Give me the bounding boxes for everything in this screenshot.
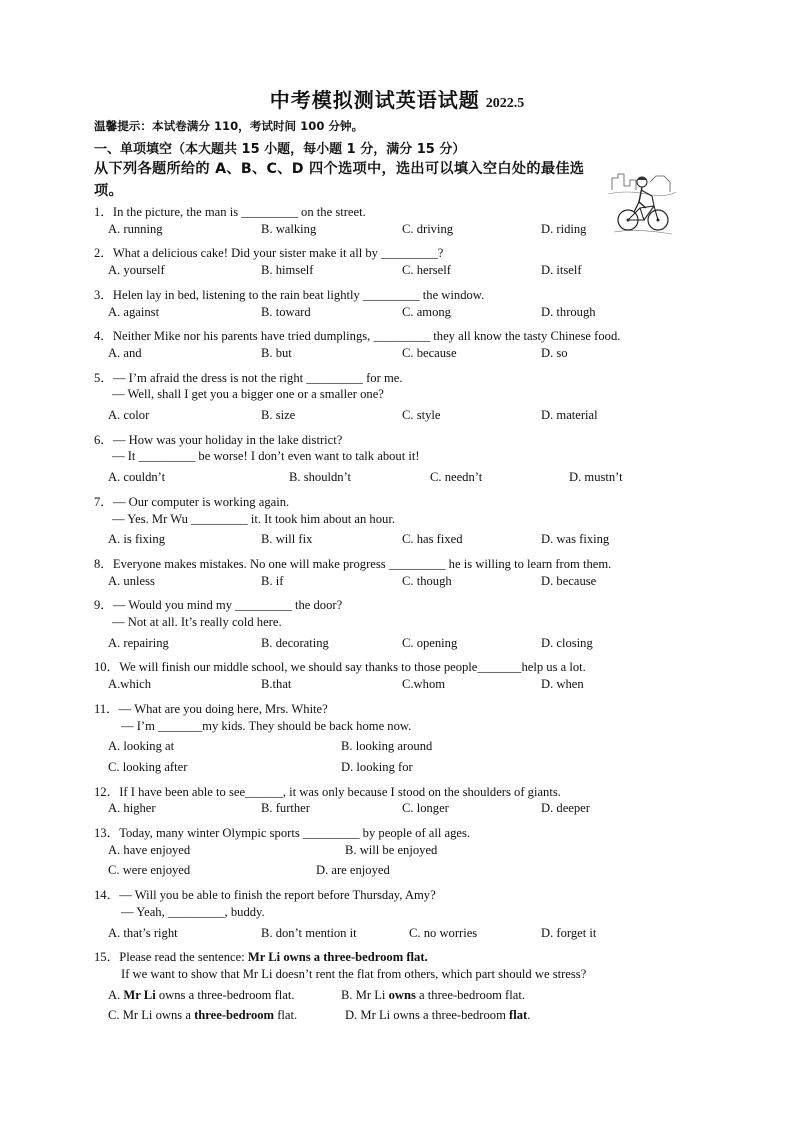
option-bold: Mr Li	[123, 987, 156, 1002]
option-letter: B.	[341, 987, 356, 1002]
option-post: owns a three-bedroom flat.	[155, 987, 295, 1002]
question-14-option-a: A. that’s right	[108, 925, 178, 940]
question-7-option-b: B. will fix	[261, 532, 313, 547]
question-6-option-a: A. couldn’t	[108, 470, 166, 485]
question-12-option-d: D. deeper	[541, 801, 590, 816]
question-2-option-d: D. itself	[541, 263, 582, 278]
option-post: a three-bedroom flat.	[415, 987, 525, 1002]
title-date: 2022.5	[485, 96, 525, 111]
question-11-option-d: D. looking for	[341, 759, 413, 774]
question-15-option-b	[341, 988, 525, 1003]
question-11-stem-line-2: — I’m _______my kids. They should be back home now.	[121, 718, 412, 733]
question-4-option-d: D. so	[541, 345, 568, 360]
question-15-option-d	[345, 1008, 530, 1023]
question-4-option-c: C. because	[402, 345, 457, 360]
question-12-option-a: A. higher	[108, 801, 156, 816]
question-9-stem: 9．— Would you mind my _________ the door?	[94, 598, 343, 613]
question-9-option-a: A. repairing	[108, 635, 169, 650]
option-letter: A.	[108, 987, 124, 1002]
question-10-option-d: D. when	[541, 677, 584, 692]
question-9-option-d: D. closing	[541, 635, 593, 650]
question-2-option-b: B. himself	[261, 263, 314, 278]
question-6-option-c: C. needn’t	[430, 470, 483, 485]
question-5-stem: 5．— I’m afraid the dress is not the right _________ for me.	[94, 370, 403, 385]
question-11-stem: 11．— What are you doing here, Mrs. White?	[94, 701, 328, 716]
question-10-option-b: B.that	[261, 677, 292, 692]
question-8-stem: 8．Everyone makes mistakes. No one will make progress _________ he is willing to learn from them.	[94, 556, 612, 571]
question-5-stem-line-2: — Well, shall I get you a bigger one or a smaller one?	[112, 387, 384, 402]
question-3-option-b: B. toward	[261, 304, 311, 319]
question-2-option-a: A. yourself	[108, 263, 165, 278]
question-10-option-a: A.which	[108, 677, 152, 692]
question-11-option-c: C. looking after	[108, 759, 188, 774]
question-7-option-a: A. is fixing	[108, 532, 166, 547]
question-15-option-a	[108, 988, 295, 1003]
question-1-option-b: B. walking	[261, 221, 317, 236]
question-8-option-a: A. unless	[108, 573, 155, 588]
question-4-option-a: A. and	[108, 345, 142, 360]
question-7-option-c: C. has fixed	[402, 532, 463, 547]
instruction-line-1: 从下列各题所给的 A、B、C、D 四个选项中，选出可以填入空白处的最佳选	[94, 161, 585, 177]
option-pre: Mr Li owns a three-bedroom	[360, 1008, 510, 1023]
question-14-option-b: B. don’t mention it	[261, 925, 357, 940]
question-5-option-a: A. color	[108, 408, 150, 422]
question-7-stem: 7．— Our computer is working again.	[94, 494, 290, 509]
cyclist-illustration	[606, 168, 678, 240]
question-7-stem-line-2: — Yes. Mr Wu _________ it. It took him about an hour.	[112, 511, 395, 526]
question-1-stem: 1．In the picture, the man is _________ on the street.	[94, 205, 366, 219]
question-6-option-b: B. shouldn’t	[289, 470, 352, 485]
question-7-option-d: D. was fixing	[541, 532, 610, 547]
question-9-option-b: B. decorating	[261, 635, 329, 650]
question-1-option-c: C. driving	[402, 221, 454, 236]
option-bold: flat	[509, 1008, 528, 1023]
question-13-option-b: B. will be enjoyed	[345, 842, 438, 857]
question-1-option-d: D. riding	[541, 221, 587, 236]
question-3-stem: 3．Helen lay in bed, listening to the rain beat lightly _________ the window.	[94, 287, 485, 302]
title-text: 中考模拟测试英语试题	[269, 88, 480, 112]
instruction-line-2: 项。	[94, 183, 123, 199]
question-8-option-b: B. if	[261, 573, 284, 588]
question-6-stem: 6．— How was your holiday in the lake district?	[94, 432, 343, 447]
option-pre: Mr Li	[355, 987, 389, 1002]
question-1-option-a: A. running	[108, 221, 163, 236]
question-5-option-b: B. size	[261, 408, 296, 422]
question-6-option-d: D. mustn’t	[569, 470, 623, 485]
page-title	[0, 84, 794, 113]
question-2-option-c: C. herself	[402, 263, 451, 278]
question-15-stem-prefix: 15．Please read the sentence:	[94, 950, 248, 965]
question-14-stem: 14．— Will you be able to finish the report before Thursday, Amy?	[94, 888, 436, 903]
question-9-stem-line-2: — Not at all. It’s really cold here.	[112, 615, 282, 629]
question-8-option-c: C. though	[402, 573, 452, 588]
question-8-option-d: D. because	[541, 573, 597, 588]
question-10-option-c: C.whom	[402, 677, 446, 692]
question-13-stem: 13．Today, many winter Olympic sports _________ by people of all ages.	[94, 826, 471, 840]
question-14-stem-line-2: — Yeah, _________, buddy.	[121, 904, 265, 919]
question-10-stem: 10．We will finish our middle school, we should say thanks to those people_______help us a lot.	[94, 660, 586, 675]
option-letter: D.	[345, 1008, 361, 1023]
question-13-option-c: C. were enjoyed	[108, 863, 191, 878]
question-12-stem: 12．If I have been able to see______, it was only because I stood on the shoulders of giants.	[94, 784, 561, 799]
question-4-option-b: B. but	[261, 345, 292, 360]
question-13-option-a: A. have enjoyed	[108, 842, 191, 857]
question-4-stem: 4．Neither Mike nor his parents have tried dumplings, _________ they all know the tasty Chinese food.	[94, 329, 621, 344]
question-15-stem-line-2: If we want to show that Mr Li doesn’t rent the flat from others, which part should we stress?	[121, 966, 587, 981]
question-14-option-c: C. no worries	[409, 925, 478, 940]
question-2-stem: 2．What a delicious cake! Did your sister make it all by _________?	[94, 246, 444, 261]
question-13-option-d: D. are enjoyed	[316, 863, 390, 878]
question-3-option-d: D. through	[541, 304, 596, 319]
option-bold: owns	[388, 987, 416, 1002]
option-post: flat.	[274, 1008, 298, 1023]
question-11-option-b: B. looking around	[341, 739, 433, 754]
question-3-option-a: A. against	[108, 304, 160, 319]
question-9-option-c: C. opening	[402, 635, 458, 650]
question-5-option-d: D. material	[541, 408, 598, 422]
question-15-stem	[94, 946, 428, 965]
option-bold: three-bedroom	[194, 1008, 275, 1023]
tip-text: 温馨提示：本试卷满分 110，考试时间 100 分钟。	[94, 119, 364, 133]
option-letter: C.	[108, 1008, 123, 1023]
question-15-option-c	[108, 1008, 297, 1023]
question-5-option-c: C. style	[402, 408, 441, 422]
question-12-option-b: B. further	[261, 801, 310, 816]
question-15-stem-sentence: Mr Li owns a three-bedroom flat.	[247, 950, 428, 965]
question-3-option-c: C. among	[402, 304, 451, 319]
question-11-option-a: A. looking at	[108, 739, 175, 754]
option-pre: Mr Li owns a	[122, 1008, 195, 1023]
question-6-stem-line-2: — It _________ be worse! I don’t even want to talk about it!	[112, 449, 420, 464]
option-post: .	[527, 1008, 531, 1023]
question-14-option-d: D. forget it	[541, 925, 597, 940]
section-title: 一、单项填空（本大题共 15 小题，每小题 1 分，满分 15 分）	[94, 142, 466, 157]
question-12-option-c: C. longer	[402, 801, 449, 816]
